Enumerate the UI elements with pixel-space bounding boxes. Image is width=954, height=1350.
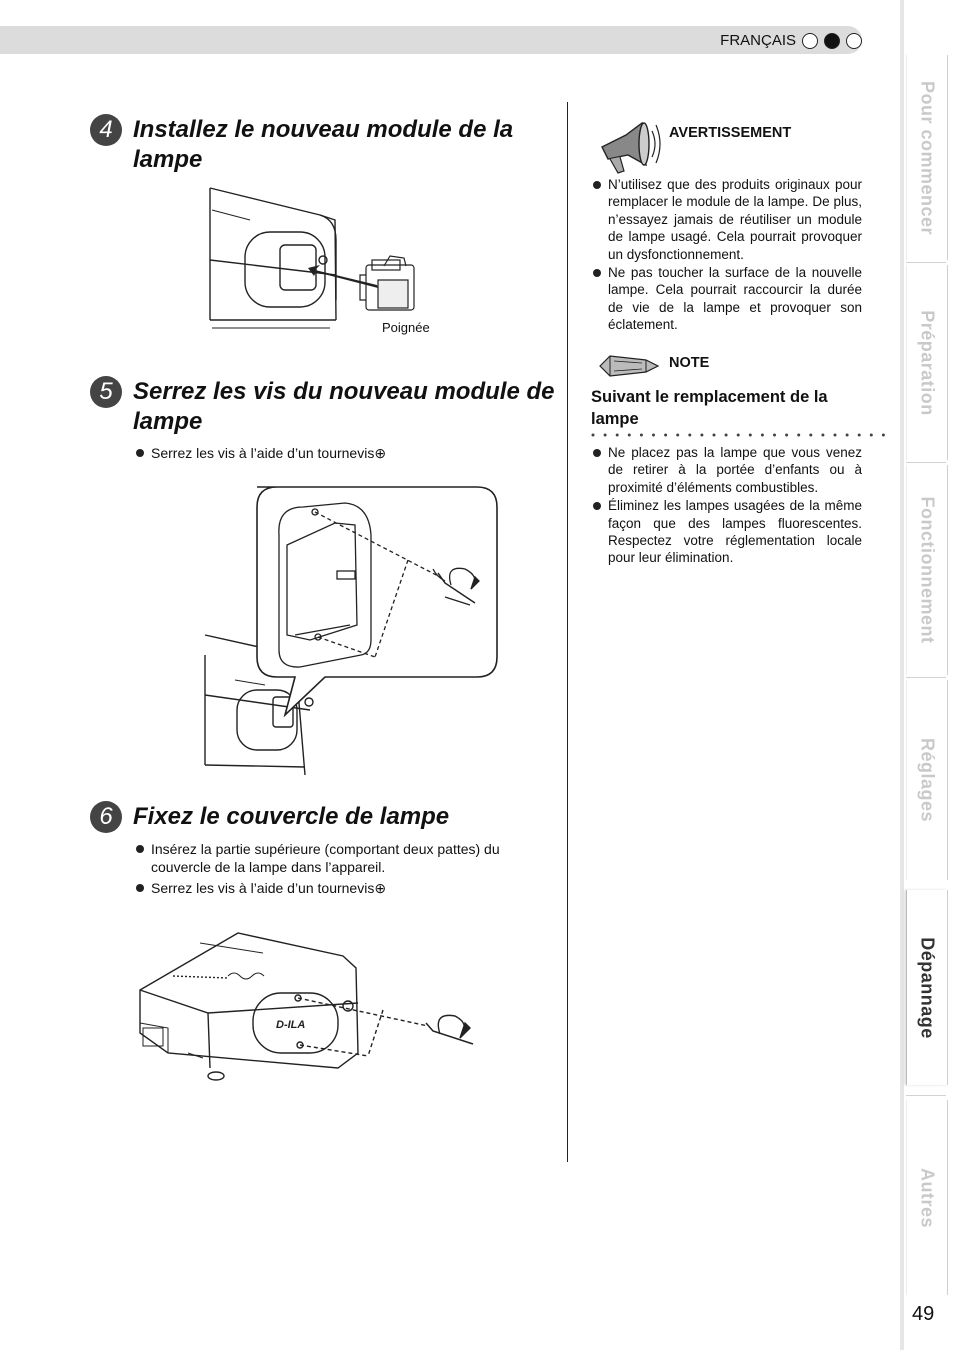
list-item: Éliminez les lampes usagées de la même façon que des lampes fluorescentes. Respectez votre réglementation locale pour leur élimination. bbox=[591, 497, 862, 567]
language-indicator bbox=[720, 32, 862, 49]
list-item: Ne pas toucher la surface de la nouvelle lampe. Cela pourrait raccourcir la durée de vie de la lampe et provoquer son éclatement. bbox=[591, 264, 862, 334]
step-5-bullets bbox=[134, 444, 554, 465]
language-label: FRANÇAIS bbox=[720, 32, 796, 49]
step-4-number: 4 bbox=[90, 114, 122, 146]
dotted-divider bbox=[591, 432, 887, 438]
handle-caption: Poignée bbox=[382, 320, 430, 335]
list-item: Ne placez pas la lampe que vous venez de retirer à la portée d’enfants ou à proximité d’éléments combustibles. bbox=[591, 444, 862, 496]
section-tabs bbox=[900, 0, 954, 1350]
step-5-title: Serrez les vis du nouveau module de lampe bbox=[133, 378, 555, 435]
lamp-cover-illustration bbox=[128, 928, 498, 1083]
tab-pour-commencer[interactable]: Pour commencer bbox=[906, 55, 948, 260]
tab-preparation[interactable]: Préparation bbox=[906, 265, 948, 460]
column-divider bbox=[567, 102, 568, 1162]
tab-fonctionnement[interactable]: Fonctionnement bbox=[906, 465, 948, 675]
note-title: Suivant le remplacement de la lampe bbox=[591, 388, 828, 428]
language-dot-1 bbox=[802, 33, 818, 49]
step-4-title: Installez le nouveau module de la lampe bbox=[133, 116, 514, 173]
note-bullets bbox=[591, 444, 862, 568]
megaphone-icon bbox=[596, 115, 664, 175]
pencil-icon bbox=[596, 352, 662, 380]
step-6-bullets bbox=[134, 840, 539, 900]
language-dot-2 bbox=[824, 33, 840, 49]
note-heading: NOTE bbox=[669, 355, 710, 371]
step-6-title: Fixez le couvercle de lampe bbox=[133, 803, 450, 830]
list-item: Serrez les vis à l’aide d’un tournevis⊕ bbox=[134, 444, 554, 462]
step-6-number: 6 bbox=[90, 801, 122, 833]
tab-reglages[interactable]: Réglages bbox=[906, 680, 948, 880]
lamp-insert-illustration bbox=[140, 180, 460, 330]
dila-logo-text: D-ILA bbox=[276, 1019, 306, 1031]
list-item: Insérez la partie supérieure (comportant deux pattes) du couvercle de la lampe dans l’appareil. bbox=[134, 840, 539, 876]
screw-tighten-illustration bbox=[175, 485, 505, 775]
language-dot-3 bbox=[846, 33, 862, 49]
warning-bullets bbox=[591, 176, 862, 335]
tab-depannage[interactable]: Dépannage bbox=[906, 890, 948, 1085]
tab-autres[interactable]: Autres bbox=[906, 1100, 948, 1295]
list-item: Serrez les vis à l’aide d’un tournevis⊕ bbox=[134, 879, 539, 897]
page-number: 49 bbox=[912, 1303, 935, 1325]
step-5-number: 5 bbox=[90, 376, 122, 408]
warning-heading: AVERTISSEMENT bbox=[669, 125, 792, 141]
list-item: N’utilisez que des produits originaux pour remplacer le module de la lampe. De plus, n’essayez jamais de réutiliser un module de lampe usagé. Cela pourrait provoquer un dysfonctionnement. bbox=[591, 176, 862, 263]
